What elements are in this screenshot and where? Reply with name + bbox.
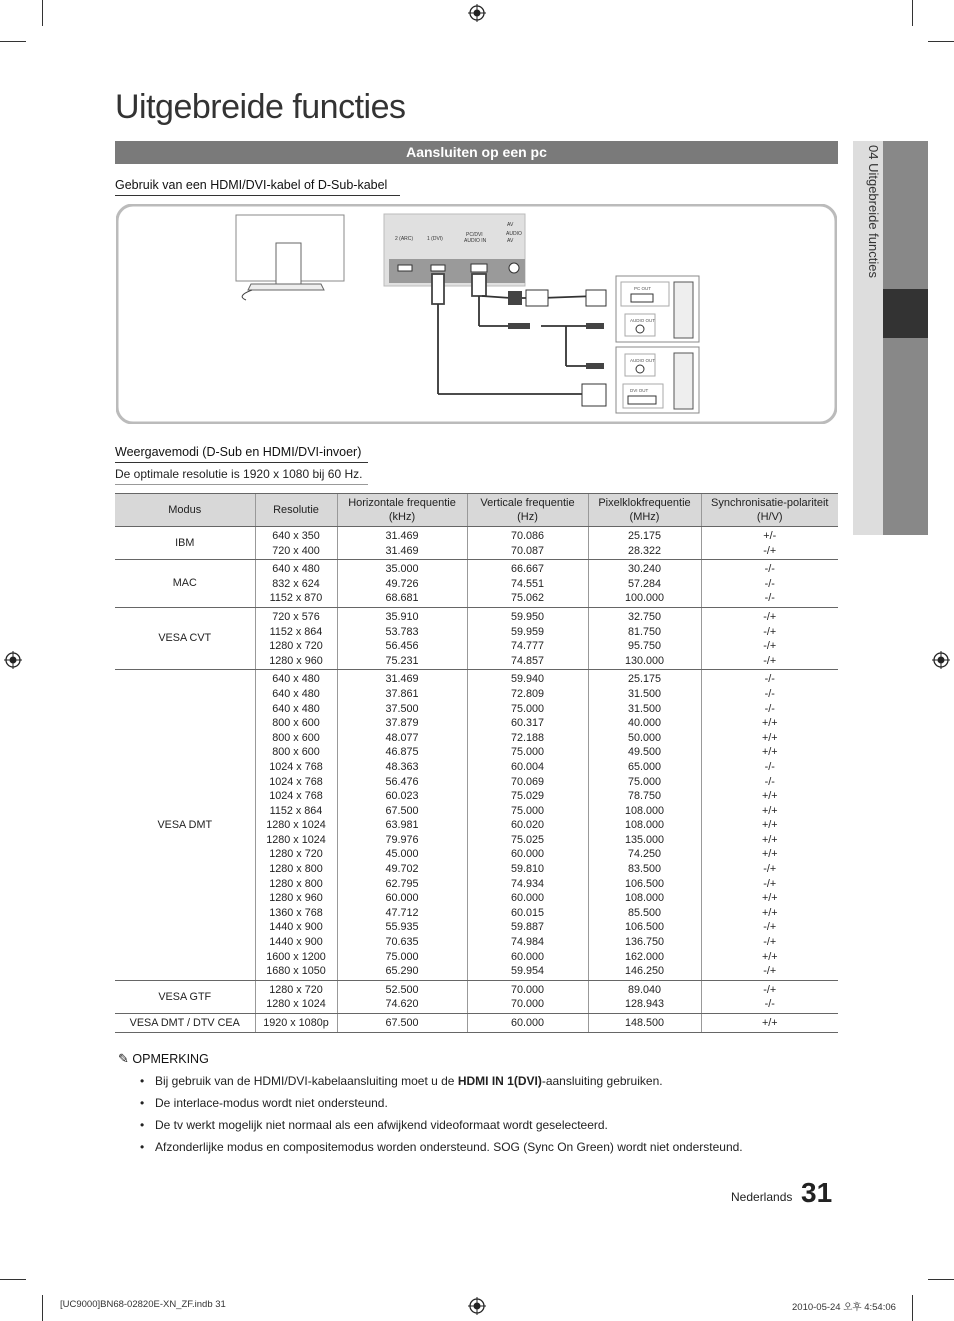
note-text: De tv werkt mogelijk niet normaal als een afwijkend videoformaat wordt geselecteerd. [155,1118,608,1132]
pixelclock-cell: 25.175 28.322 [588,527,701,560]
crop-mark [42,1295,43,1321]
text-underline [115,484,368,485]
bullet-icon: • [140,1074,145,1088]
pc-port-label: AUDIO OUT [630,318,656,323]
print-slug-date: 2010-05-24 오후 4:54:06 [792,1302,896,1313]
crop-mark [912,0,913,26]
note-text: Bij gebruik van de HDMI/DVI-kabelaansluiting moet u de [155,1074,458,1088]
subheading-underline [115,462,368,463]
connection-diagram [116,204,837,424]
pixelclock-cell: 89.040 128.943 [588,980,701,1013]
pc-port-label: AUDIO OUT [630,358,656,363]
chapter-tab-marker [883,289,928,338]
chapter-tab-strip [883,141,928,535]
mode-cell: VESA DMT [115,670,255,980]
hfreq-cell: 31.469 37.861 37.500 37.879 48.077 46.875 48.363 56.476 60.023 67.500 63.981 79.976 45.000 49.702 62.795 60.000 47.712 55.935 70.635 75.000 65.290 [337,670,467,980]
tv-connector-panel [384,214,525,286]
vfreq-cell: 70.086 70.087 [467,527,588,560]
bullet-icon: • [140,1140,145,1154]
bullet-icon: • [140,1118,145,1132]
registration-mark-icon [468,4,486,22]
list-item [140,1094,743,1116]
subheading-cable: Gebruik van een HDMI/DVI-kabel of D-Sub-kabel [115,178,388,192]
note-heading-label: OPMERKING [132,1052,209,1066]
crop-mark [0,41,26,42]
pc-panel-bottom [616,347,699,413]
subheading-underline [115,195,400,196]
footer-language: Nederlands [731,1190,793,1204]
list-item [140,1072,743,1094]
mode-cell: VESA DMT / DTV CEA [115,1014,255,1033]
vfreq-cell: 59.940 72.809 75.000 60.317 72.188 75.000 60.004 70.069 75.029 75.000 60.020 75.025 60.000 59.810 74.934 60.000 60.015 59.887 74.984 60.000 59.954 [467,670,588,980]
sync-cell: -/- -/- -/- +/+ +/+ +/+ -/- -/- +/+ +/+ +/+ +/+ +/+ -/+ -/+ +/+ +/+ -/+ -/+ +/+ -/+ [701,670,838,980]
display-modes-table [115,493,838,1033]
note-text: Afzonderlijke modus en compositemodus worden ondersteund. SOG (Sync On Green) wordt niet ondersteund. [155,1140,743,1154]
table-row [115,560,838,608]
section-header: Aansluiten op een pc [115,141,838,164]
pc-panel-top [616,276,699,342]
crop-mark [912,1295,913,1321]
column-header: Resolutie [255,494,337,527]
sync-cell: +/+ [701,1014,838,1033]
pixelclock-cell: 32.750 81.750 95.750 130.000 [588,607,701,669]
registration-mark-icon [4,651,22,669]
port-label: AV [507,238,514,244]
table-row [115,670,838,980]
bullet-icon: • [140,1096,145,1110]
subheading-modes: Weergavemodi (D-Sub en HDMI/DVI-invoer) [115,445,362,459]
column-header: Horizontale frequentie (kHz) [337,494,467,527]
hfreq-cell: 31.469 31.469 [337,527,467,560]
registration-mark-icon [932,651,950,669]
resolution-cell: 640 x 350 720 x 400 [255,527,337,560]
chapter-label: 04 Uitgebreide functies [866,145,881,278]
table-row [115,527,838,560]
vfreq-cell: 70.000 70.000 [467,980,588,1013]
port-label: 1 (DVI) [427,236,443,242]
pc-port-label: PC OUT [634,286,652,291]
vfreq-cell: 59.950 59.959 74.777 74.857 [467,607,588,669]
hfreq-cell: 35.910 53.783 56.456 75.231 [337,607,467,669]
pixelclock-cell: 148.500 [588,1014,701,1033]
hfreq-cell: 35.000 49.726 68.681 [337,560,467,608]
mode-cell: MAC [115,560,255,608]
mode-cell: VESA CVT [115,607,255,669]
pc-port-label: DVI OUT [630,388,649,393]
sync-cell: -/- -/- -/- [701,560,838,608]
pixelclock-cell: 25.175 31.500 31.500 40.000 50.000 49.500 65.000 75.000 78.750 108.000 108.000 135.000 74.250 83.500 106.500 108.000 85.500 106.500 136.750 162.000 146.250 [588,670,701,980]
table-row [115,607,838,669]
resolution-cell: 1920 x 1080p [255,1014,337,1033]
resolution-cell: 1280 x 720 1280 x 1024 [255,980,337,1013]
mode-cell: VESA GTF [115,980,255,1013]
note-list [140,1072,743,1160]
optimal-resolution-text: De optimale resolutie is 1920 x 1080 bij 60 Hz. [115,467,363,481]
sync-cell: +/- -/+ [701,527,838,560]
crop-mark [0,1279,26,1280]
sync-cell: -/+ -/- [701,980,838,1013]
column-header: Pixelklokfrequentie (MHz) [588,494,701,527]
note-heading [118,1051,209,1067]
port-label: AUDIO [506,231,522,237]
hfreq-cell: 67.500 [337,1014,467,1033]
resolution-cell: 640 x 480 832 x 624 1152 x 870 [255,560,337,608]
print-slug-file: [UC9000]BN68-02820E-XN_ZF.indb 31 [60,1299,226,1310]
note-emphasis: HDMI IN 1(DVI) [457,1074,542,1088]
pencil-icon: ✎ [118,1051,129,1066]
crop-mark [928,1279,954,1280]
port-label: PC/DVI [466,232,483,238]
registration-mark-icon [468,1297,486,1315]
sync-cell: -/+ -/+ -/+ -/+ [701,607,838,669]
note-text: -aansluiting gebruiken. [541,1074,663,1088]
table-row [115,1014,838,1033]
hfreq-cell: 52.500 74.620 [337,980,467,1013]
crop-mark [42,0,43,26]
column-header: Modus [115,494,255,527]
resolution-cell: 640 x 480 640 x 480 640 x 480 800 x 600 800 x 600 800 x 600 1024 x 768 1024 x 768 1024 x 768 1152 x 864 1280 x 1024 1280 x 1024 1280 x 720 1280 x 800 1280 x 800 1280 x 960 1360 x 768 1440 x 900 1440 x 900 1600 x 1200 1680 x 1050 [255,670,337,980]
pixelclock-cell: 30.240 57.284 100.000 [588,560,701,608]
port-label: AUDIO IN [464,238,487,244]
vfreq-cell: 66.667 74.551 75.062 [467,560,588,608]
list-item [140,1138,743,1160]
table-row [115,980,838,1013]
note-text: De interlace-modus wordt niet ondersteund. [155,1096,388,1110]
page-number: 31 [801,1177,833,1208]
crop-mark [928,41,954,42]
column-header: Verticale frequentie (Hz) [467,494,588,527]
list-item [140,1116,743,1138]
page-title: Uitgebreide functies [115,88,406,126]
port-label: 2 (ARC) [395,236,414,242]
column-header: Synchronisatie-polariteit (H/V) [701,494,838,527]
vfreq-cell: 60.000 [467,1014,588,1033]
port-label: AV [507,222,514,228]
table-header-row [115,494,838,527]
resolution-cell: 720 x 576 1152 x 864 1280 x 720 1280 x 960 [255,607,337,669]
mode-cell: IBM [115,527,255,560]
